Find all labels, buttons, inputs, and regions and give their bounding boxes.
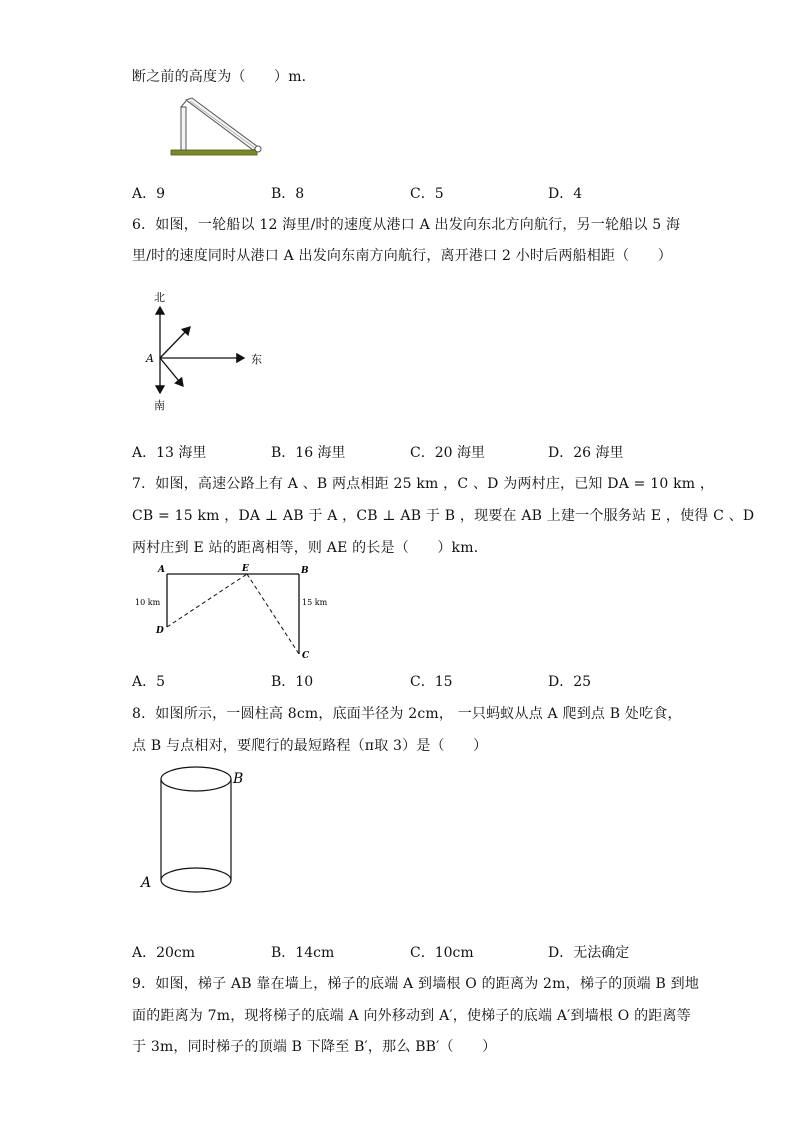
- pole-standing: [181, 107, 186, 150]
- southeast-ship-path: [160, 358, 183, 386]
- q7-option-b[interactable]: B．10: [271, 674, 314, 690]
- label-da-length: 10 km: [135, 598, 161, 607]
- q6-options: [132, 442, 692, 462]
- cylinder-bottom: [161, 868, 231, 892]
- q8-option-c[interactable]: C．10cm: [410, 945, 474, 961]
- east-label: 东: [251, 353, 262, 366]
- q8-cylinder-figure: [135, 762, 255, 897]
- q8-stem-line2: 点 B 与点相对，要爬行的最短路程（π取 3）是（ ）: [132, 738, 488, 754]
- ground-strip: [171, 150, 257, 155]
- q5-options: [132, 183, 692, 203]
- northeast-ship-path: [160, 327, 190, 358]
- q7-options: [132, 671, 692, 691]
- q6-option-d[interactable]: D．26 海里: [548, 445, 624, 461]
- label-b: B: [233, 771, 244, 787]
- label-d: D: [156, 626, 164, 636]
- q8-stem-line1: 8．如图所示，一圆柱高 8cm，底面半径为 2cm， 一只蚂蚁从点 A 爬到点 B 处吃食，: [132, 706, 682, 722]
- q6-option-c[interactable]: C．20 海里: [410, 445, 485, 461]
- q9-stem-line1: 9．如图，梯子 AB 靠在墙上，梯子的底端 A 到墙根 O 的距离为 2m，梯子的顶端 B 到地: [132, 976, 700, 992]
- label-b: B: [301, 566, 309, 576]
- q7-option-a[interactable]: A．5: [132, 674, 166, 690]
- south-label: 南: [154, 399, 165, 412]
- label-a: A: [158, 565, 165, 575]
- label-cb-length: 15 km: [302, 598, 328, 607]
- q7-stem-line2: CB = 15 km ，DA ⊥ AB 于 A ，CB ⊥ AB 于 B ，现要在 AB 上建一个服务站 E ，使得 C 、D: [132, 508, 755, 524]
- q5-option-d[interactable]: D．4: [548, 186, 583, 202]
- q8-option-a[interactable]: A．20cm: [132, 945, 196, 961]
- q6-compass-figure: [140, 285, 280, 415]
- q8-option-b[interactable]: B．14cm: [271, 945, 335, 961]
- segment-ec: [247, 574, 299, 654]
- q5-option-c[interactable]: C．5: [410, 186, 444, 202]
- pole-tip: [255, 146, 261, 152]
- point-a-label: A: [146, 352, 154, 365]
- q5-stem-tail: 断之前的高度为（ ）m．: [132, 69, 316, 85]
- label-e: E: [242, 564, 249, 574]
- north-label: 北: [154, 291, 165, 304]
- q5-option-a[interactable]: A．9: [132, 186, 166, 202]
- cylinder-top: [161, 767, 231, 791]
- q7-stem-line3: 两村庄到 E 站的距离相等，则 AE 的长是（ ）km．: [132, 540, 488, 556]
- q9-stem-line3: 于 3m，同时梯子的顶端 B 下降至 B′，那么 BB′（ ）: [132, 1039, 497, 1055]
- label-a: A: [141, 875, 152, 891]
- q9-stem-line2: 面的距离为 7m，现将梯子的底端 A 向外移动到 A′，使梯子的底端 A′到墙根 O 的距离等: [132, 1008, 691, 1024]
- q8-option-d[interactable]: D．无法确定: [548, 945, 630, 961]
- q8-options: [132, 942, 692, 962]
- segment-de: [167, 574, 247, 627]
- q7-option-d[interactable]: D．25: [548, 674, 592, 690]
- q7-stem-line1: 7．如图，高速公路上有 A 、B 两点相距 25 km ，C 、D 为两村庄，已知 DA = 10 km ，: [132, 476, 715, 492]
- q6-stem-line1: 6．如图，一轮船以 12 海里/时的速度从港口 A 出发向东北方向航行，另一轮船以 5 海: [132, 217, 681, 233]
- q7-road-villages-figure: [132, 562, 342, 662]
- q6-stem-line2: 里/时的速度同时从港口 A 出发向东南方向航行，离开港口 2 小时后两船相距（ ）: [132, 248, 672, 264]
- q6-option-b[interactable]: B．16 海里: [271, 445, 346, 461]
- q5-option-b[interactable]: B．8: [271, 186, 305, 202]
- label-c: C: [302, 651, 310, 661]
- q7-option-c[interactable]: C．15: [410, 674, 453, 690]
- q5-broken-pole-figure: [168, 95, 268, 161]
- q6-option-a[interactable]: A．13 海里: [132, 445, 207, 461]
